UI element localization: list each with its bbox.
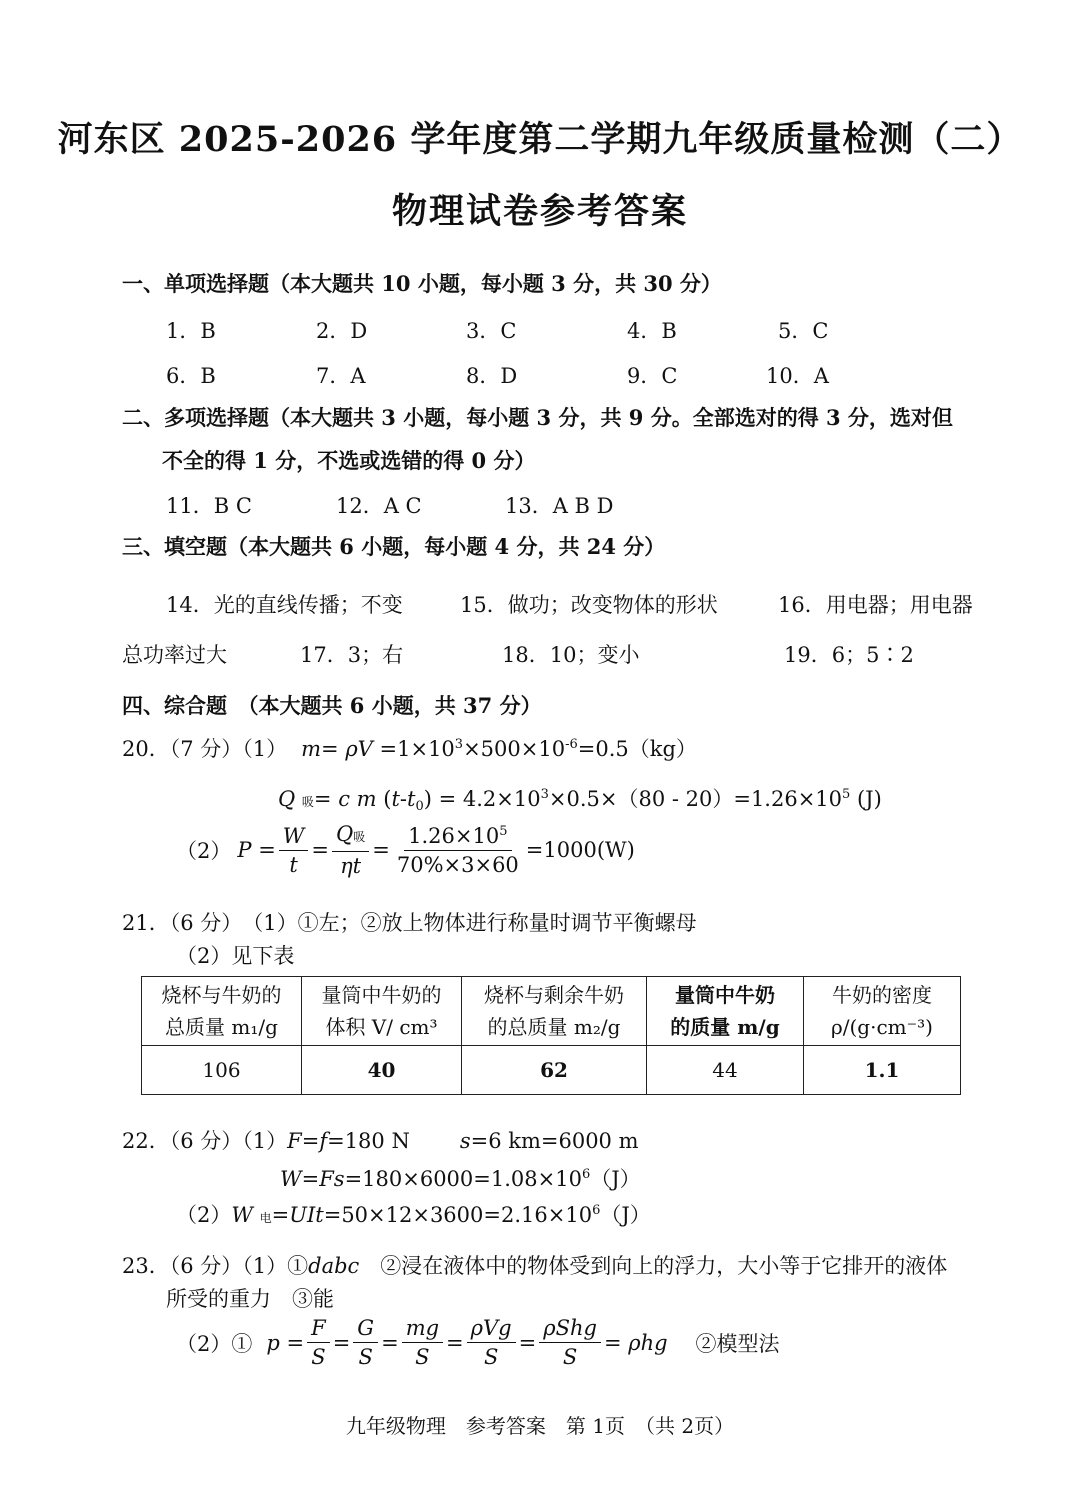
table-header-cell: 烧杯与牛奶的 总质量 m₁/g — [142, 977, 302, 1046]
table-header-cell: 量筒中牛奶 的质量 m/g — [647, 977, 804, 1046]
q20-formula-mass: $m= \rho V =1\times 10^3\times 500\times 10^{-6}=0.5(kg)$ — [301, 737, 697, 761]
table-cell: 62 — [462, 1046, 647, 1095]
q23-method: ②模型法 — [695, 1331, 780, 1356]
q22-line1: 22．（6 分）（1）F=f=180 N s=6 km=6000 m — [122, 1129, 639, 1153]
q20-label — [122, 733, 697, 763]
q22-electric-work-formula: （2）W 电$=UIt=50\times 12\times 3600=2.16\times 10^6(J)$ — [176, 1203, 651, 1227]
q22-part2-label: （2） — [176, 1203, 232, 1227]
page-subtitle: 物理试卷参考答案 — [391, 191, 688, 232]
answer-9: 9．C — [627, 364, 678, 388]
q23-part1-text: ②浸在液体中的物体受到向上的浮力，大小等于它排开的液体 — [380, 1254, 948, 1278]
answer-4: 4．B — [627, 319, 677, 343]
answer-15: 15．做功；改变物体的形状 — [460, 593, 718, 617]
answer-11: 11．B C — [166, 494, 252, 518]
answer-18: 18．10；变小 — [502, 643, 640, 667]
milk-density-table — [141, 976, 961, 1095]
answer-10: 10．A — [766, 364, 829, 388]
answer-1: 1．B — [166, 319, 216, 343]
answer-17: 17．3；右 — [300, 643, 404, 667]
answer-13: 13．A B D — [505, 494, 614, 518]
q20-label-text: 20．（7 分）（1） — [122, 737, 288, 761]
answer-16: 16．用电器；用电器 — [778, 593, 973, 617]
answer-7: 7．A — [316, 364, 366, 388]
q22-work-formula: $W=Fs=180\times 6000=1.08\times 10^6(J)$ — [280, 1167, 641, 1191]
q21-line2: （2）见下表 — [176, 944, 295, 968]
section2-heading-line1: 二、多项选择题（本大题共 3 小题，每小题 3 分，共 9 分。全部选对的得 3 分，选对但 — [122, 405, 953, 430]
table-cell: 106 — [142, 1046, 302, 1095]
answer-19: 19．6；5∶2 — [784, 643, 914, 667]
q22-label: 22．（6 分）（1） — [122, 1129, 288, 1153]
q21-line1: 21．（6 分） （1）①左；②放上物体进行称量时调节平衡螺母 — [122, 911, 697, 935]
table-cell: 44 — [647, 1046, 804, 1095]
q23-line2: 所受的重力 ③能 — [166, 1287, 334, 1311]
table-cell: 40 — [302, 1046, 462, 1095]
table-cell: 1.1 — [804, 1046, 961, 1095]
q20-formula-heat: Q 吸= c m $(t-t_0) = 4.2\times 10^3\times 0.5\times(80 - 20)=1.26\times 10^5$ (J) — [278, 787, 882, 814]
table-header-cell: 量筒中牛奶的 体积 V/ cm³ — [302, 977, 462, 1046]
section4-heading: 四、综合题 （本大题共 6 小题，共 37 分） — [122, 693, 542, 718]
answer-3: 3．C — [466, 319, 517, 343]
answer-8: 8．D — [466, 364, 518, 388]
answer-5: 5．C — [778, 319, 829, 343]
page-footer: 九年级物理 参考答案 第 1页 （共 2页） — [345, 1414, 735, 1438]
page-title: 河东区 2025-2026 学年度第二学期九年级质量检测（二） — [57, 119, 1023, 160]
table-header-cell: 烧杯与剩余牛奶 的总质量 m₂/g — [462, 977, 647, 1046]
q23-label: 23．（6 分）（1） — [122, 1254, 288, 1278]
section1-heading: 一、单项选择题（本大题共 10 小题，每小题 3 分，共 30 分） — [122, 271, 722, 296]
q23-pressure-formula: （2）① p = $\frac{F}{S}$ = $\frac{G}{S}$ = $\frac{mg}{S}$ = $\frac{\text{ρVg}}{S}$ = $\frac{\text{ρShg}}{S}$ = ρhg ②模型法 — [176, 1316, 780, 1369]
q20-part2-label: （2） — [176, 839, 232, 863]
section3-heading: 三、填空题（本大题共 6 小题，每小题 4 分，共 24 分） — [122, 534, 666, 559]
q23-line1: 23．（6 分）（1）①dabc ②浸在液体中的物体受到向上的浮力，大小等于它排开的液体 — [122, 1254, 948, 1278]
q23-part2-label: （2）① — [176, 1331, 253, 1356]
section2-heading-line2: 不全的得 1 分，不选或选错的得 0 分） — [162, 448, 536, 473]
answer-12: 12．A C — [336, 494, 422, 518]
answer-16-cont: 总功率过大 — [122, 643, 227, 667]
answer-14: 14．光的直线传播；不变 — [166, 593, 403, 617]
table-header-cell: 牛奶的密度 ρ/(g·cm⁻³) — [804, 977, 961, 1046]
q20-formula-power: （2） P = $\frac{W}{t}$ = $\frac{\text{Q吸}}{\eta t}$ = $\frac{1.26\times 10^5}{70\%\times 3\times 60}$ =1000(W) — [176, 822, 635, 878]
answer-6: 6．B — [166, 364, 216, 388]
answer-2: 2．D — [316, 319, 368, 343]
